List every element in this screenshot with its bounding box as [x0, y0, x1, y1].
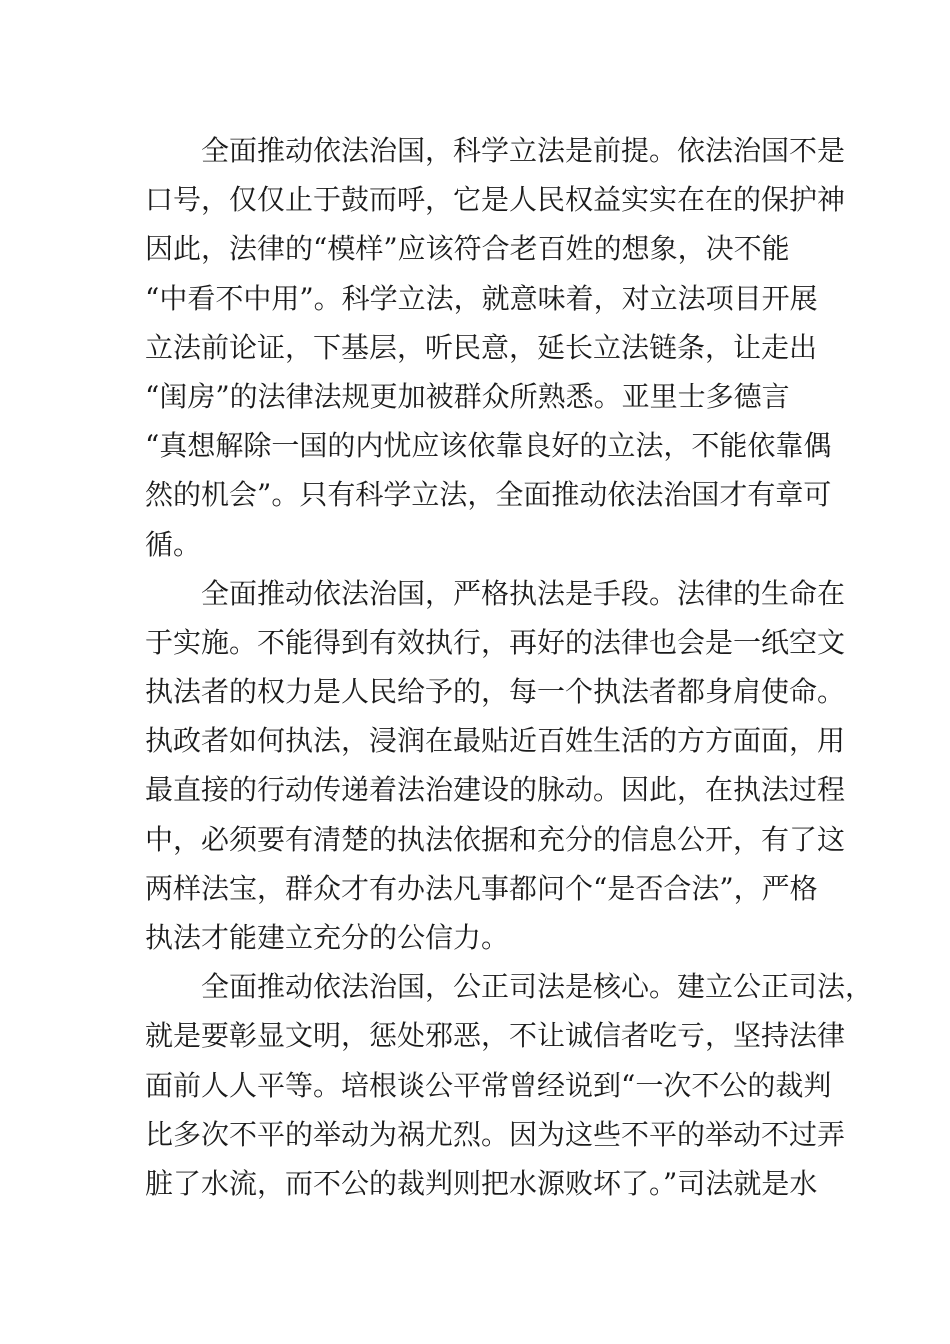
- text-line: 面前人人平等。培根谈公平常曾经说到“一次不公的裁判: [145, 1068, 832, 1102]
- text-line: 全面推动依法治国，严格执法是手段。法律的生命在: [201, 576, 846, 610]
- text-line: 中，必须要有清楚的执法依据和充分的信息公开，有了这: [145, 822, 846, 856]
- document-body: [145, 126, 874, 1208]
- text-line: “真想解除一国的内忧应该依靠良好的立法，不能依靠偶: [145, 429, 832, 463]
- text-line: 因此，法律的“模样”应该符合老百姓的想象，决不能: [145, 232, 790, 266]
- text-line: 执政者如何执法，浸润在最贴近百姓生活的方方面面，用: [145, 724, 846, 758]
- paragraph-strict-enforcement: [145, 569, 846, 963]
- text-line: 两样法宝，群众才有办法凡事都问个“是否合法”，严格: [145, 871, 818, 905]
- text-line: 就是要彰显文明，惩处邪恶，不让诚信者吃亏，坚持法律: [145, 1019, 846, 1053]
- text-line: 脏了水流，而不公的裁判则把水源败坏了。”司法就是水: [145, 1166, 818, 1200]
- text-line: 循。: [145, 527, 202, 561]
- text-line: “闺房”的法律法规更加被群众所熟悉。亚里士多德言: [145, 379, 790, 413]
- text-line: “中看不中用”。科学立法，就意味着，对立法项目开展: [145, 281, 818, 315]
- text-line: 执法者的权力是人民给予的，每一个执法者都身肩使命。: [145, 675, 846, 709]
- paragraph-fair-justice: [145, 962, 874, 1208]
- text-line: 然的机会”。只有科学立法，全面推动依法治国才有章可: [145, 478, 832, 512]
- text-line: 比多次不平的举动为祸尤烈。因为这些不平的举动不过弄: [145, 1117, 846, 1151]
- text-line: 口号，仅仅止于鼓而呼，它是人民权益实实在在的保护神: [145, 183, 846, 217]
- paragraph-scientific-legislation: [145, 126, 846, 569]
- text-line: 执法才能建立充分的公信力。: [145, 921, 510, 954]
- text-line: 于实施。不能得到有效执行，再好的法律也会是一纸空文: [145, 625, 846, 659]
- text-line: 全面推动依法治国，科学立法是前提。依法治国不是: [201, 134, 846, 167]
- text-line: 最直接的行动传递着法治建设的脉动。因此，在执法过程: [145, 773, 846, 807]
- text-line: 立法前论证，下基层，听民意，延长立法链条，让走出: [145, 330, 818, 364]
- text-line: 全面推动依法治国，公正司法是核心。建立公正司法，: [201, 970, 874, 1004]
